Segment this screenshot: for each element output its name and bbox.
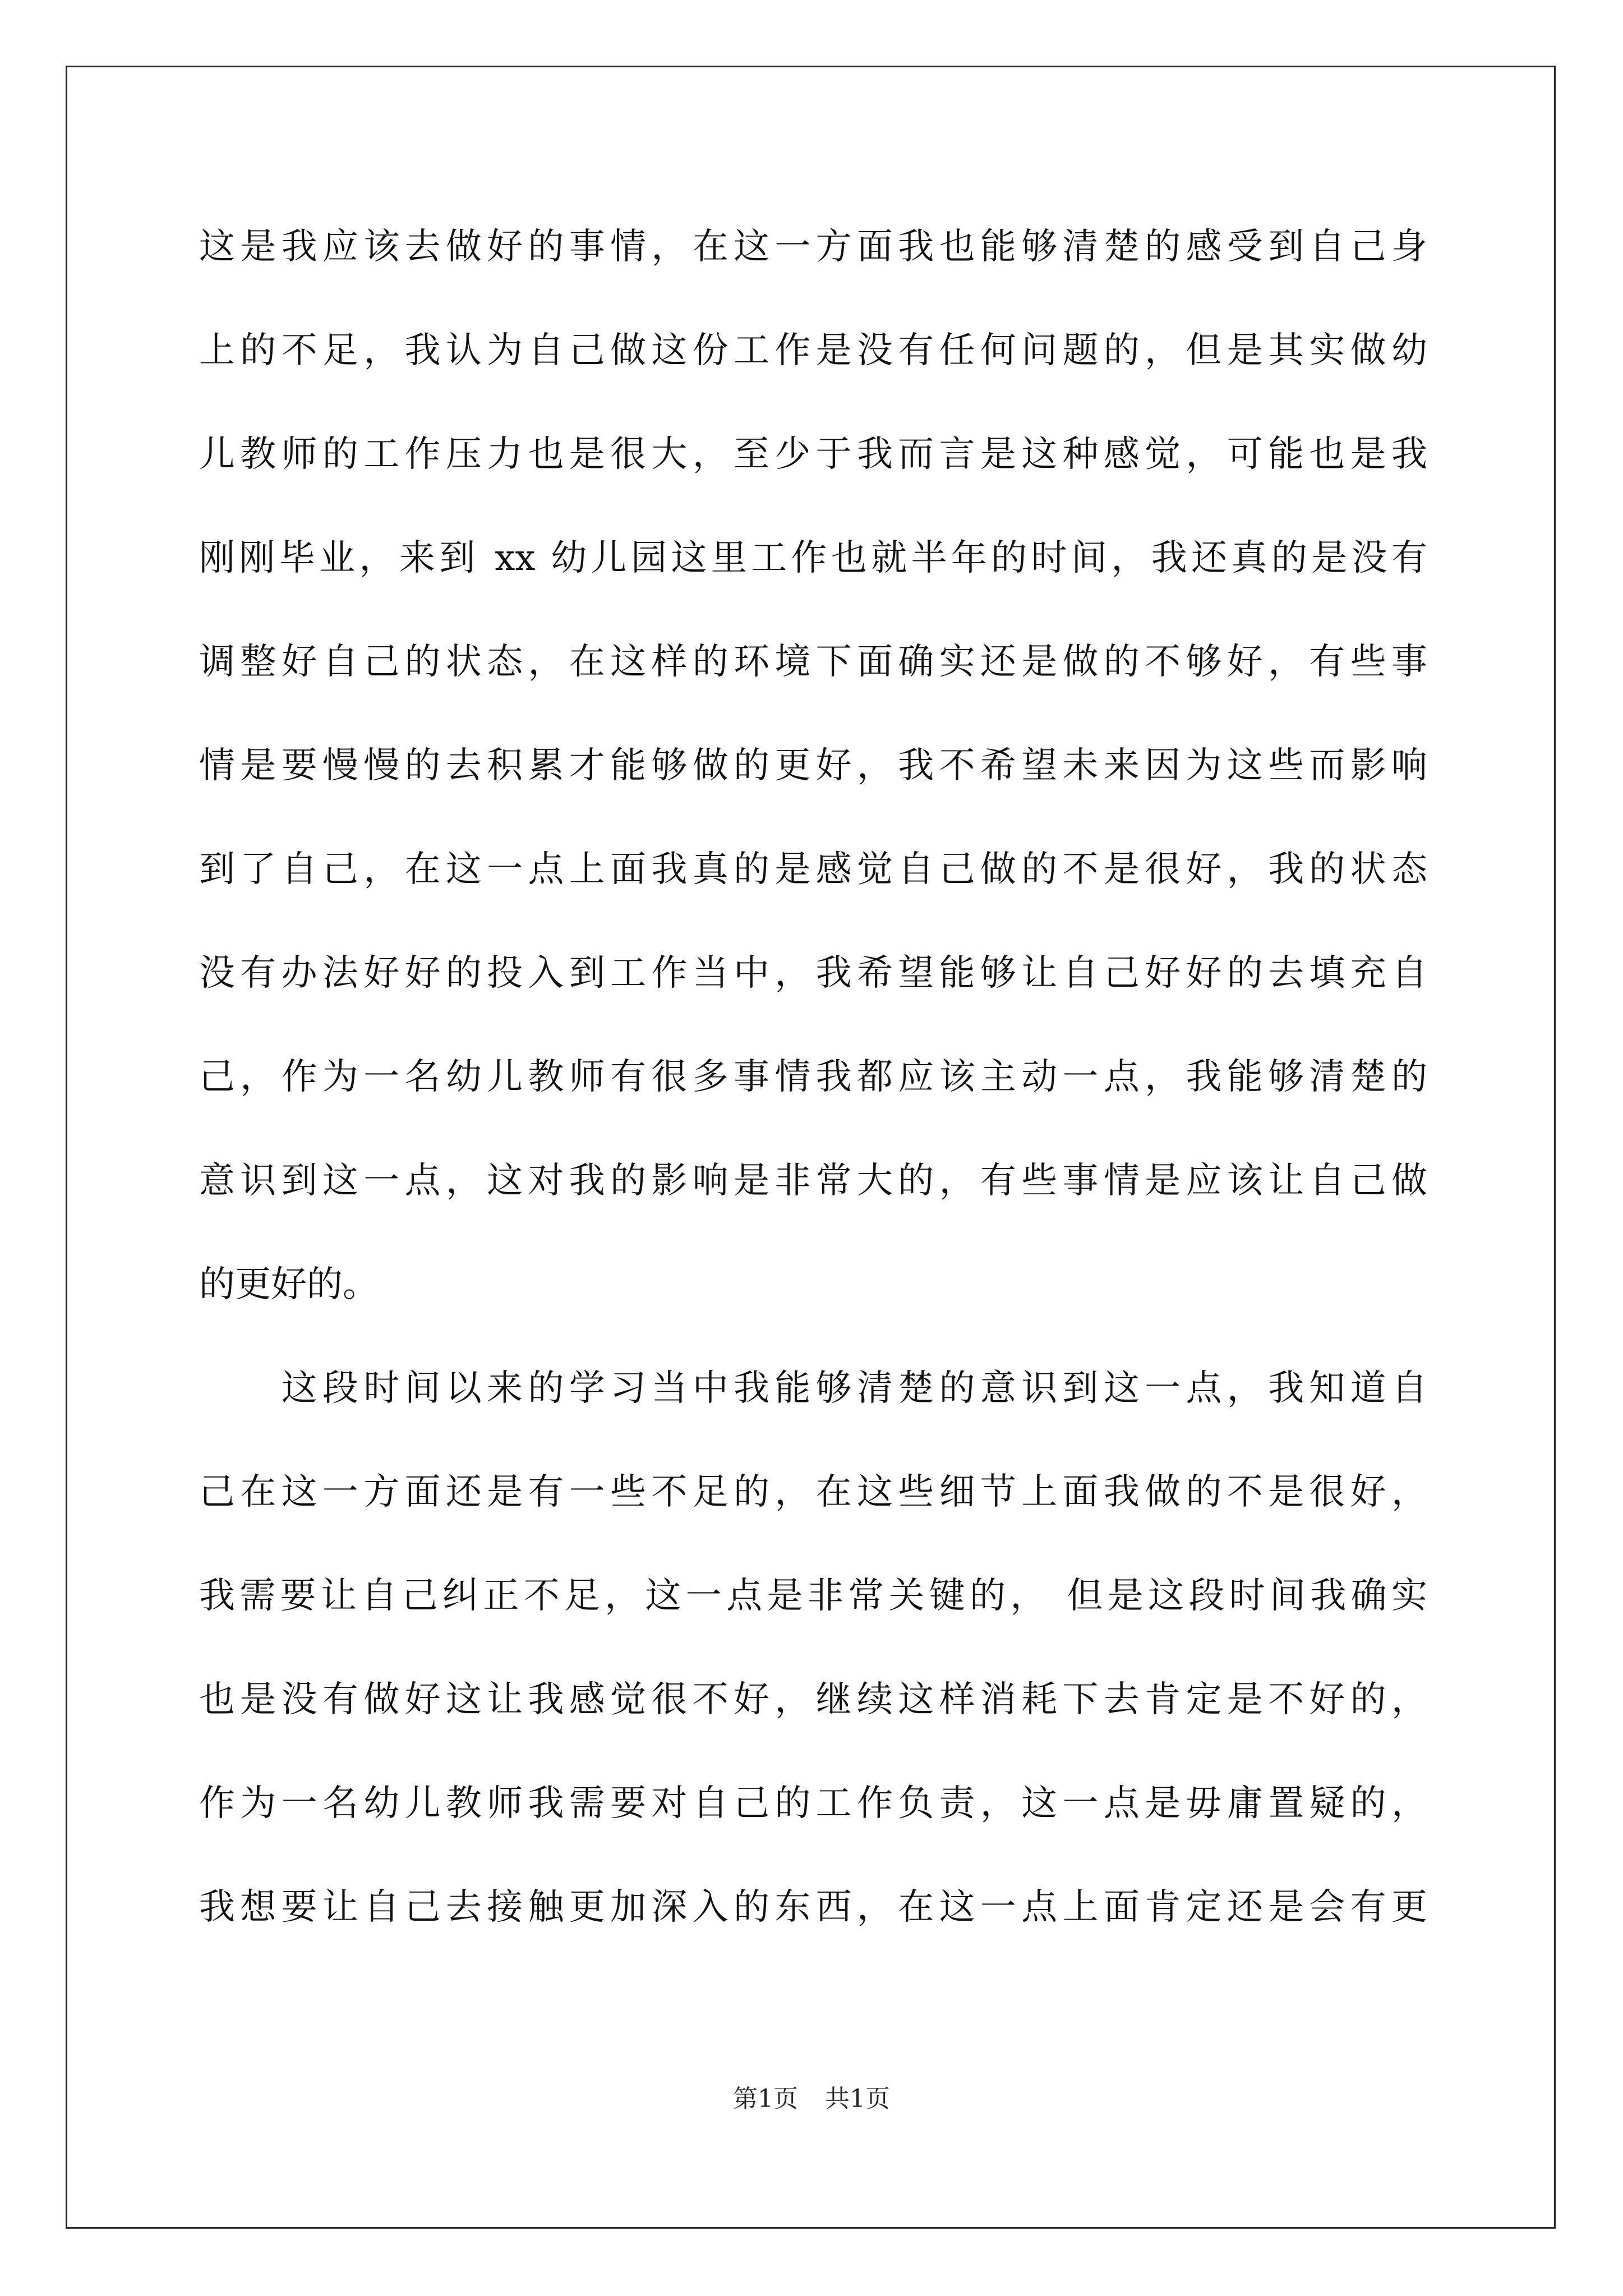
text-line: 也是没有做好这让我感觉很不好，继续这样消耗下去肯定是不好的， <box>199 1679 1427 1720</box>
text-line: 调整好自己的状态，在这样的环境下面确实还是做的不够好，有些事 <box>199 641 1427 683</box>
text-line: 没有办法好好的投入到工作当中，我希望能够让自己好好的去填充自 <box>199 953 1427 994</box>
text-line: 的更好的。 <box>199 1264 379 1305</box>
text-line: 这是我应该去做好的事情，在这一方面我也能够清楚的感受到自己身 <box>199 226 1427 268</box>
text-line: 我需要让自己纠正不足，这一点是非常关键的， 但是这段时间我确实 <box>199 1575 1427 1617</box>
text-line: 作为一名幼儿教师我需要对自己的工作负责，这一点是毋庸置疑的， <box>199 1783 1427 1824</box>
text-line: 到了自己，在这一点上面我真的是感觉自己做的不是很好，我的状态 <box>199 849 1427 890</box>
text-line: 刚刚毕业，来到 xx 幼儿园这里工作也就半年的时间，我还真的是没有 <box>199 537 1427 579</box>
text-line: 己，作为一名幼儿教师有很多事情我都应该主动一点，我能够清楚的 <box>199 1056 1427 1098</box>
text-line: 上的不足，我认为自己做这份工作是没有任何问题的，但是其实做幼 <box>199 330 1427 371</box>
text-line: 儿教师的工作压力也是很大，至少于我而言是这种感觉，可能也是我 <box>199 434 1427 475</box>
page-total: 共1页 <box>825 2085 890 2113</box>
page-number: 第1页 <box>733 2085 798 2113</box>
page-footer <box>0 2082 1623 2116</box>
text-line: 意识到这一点，这对我的影响是非常大的，有些事情是应该让自己做 <box>199 1160 1427 1202</box>
text-line: 我想要让自己去接触更加深入的东西，在这一点上面肯定还是会有更 <box>199 1887 1427 1928</box>
text-line: 这段时间以来的学习当中我能够清楚的意识到这一点，我知道自 <box>199 1368 1427 1409</box>
text-line: 情是要慢慢的去积累才能够做的更好，我不希望未来因为这些而影响 <box>199 745 1427 786</box>
text-line: 己在这一方面还是有一些不足的，在这些细节上面我做的不是很好， <box>199 1471 1427 1513</box>
